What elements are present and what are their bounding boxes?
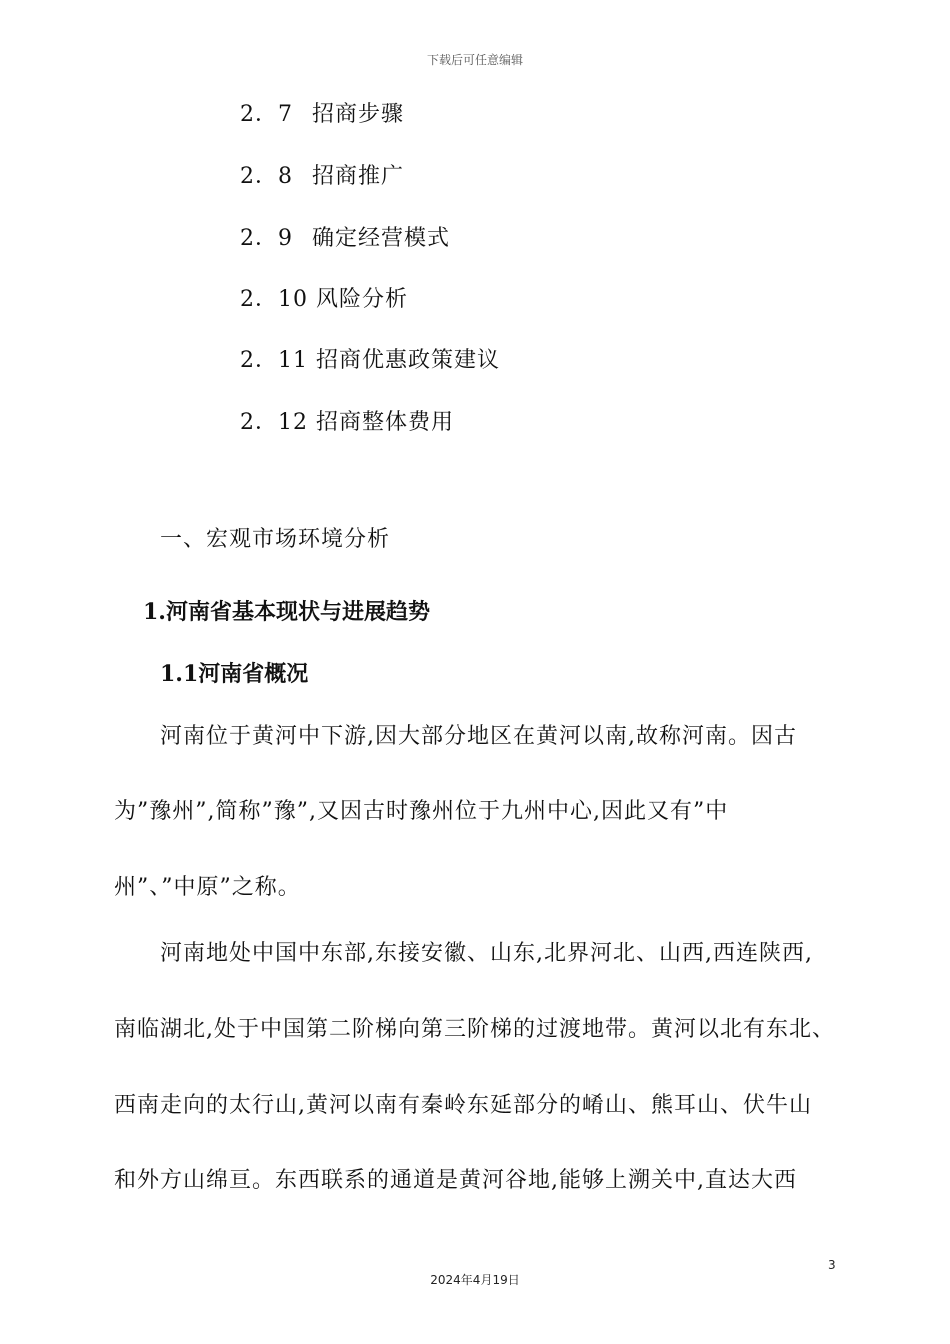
toc-item-number: 2．10 bbox=[240, 287, 308, 312]
toc-item bbox=[240, 162, 404, 192]
paragraph-line: 西南走向的太行山,黄河以南有秦岭东延部分的崤山、熊耳山、伏牛山 bbox=[114, 1093, 812, 1118]
paragraph-line: 河南位于黄河中下游,因大部分地区在黄河以南,故称河南。因古 bbox=[160, 724, 797, 749]
paragraph-line: 州”、”中原”之称。 bbox=[114, 875, 301, 900]
paragraph-line: 为”豫州”,简称”豫”,又因古时豫州位于九州中心,因此又有”中 bbox=[114, 799, 729, 824]
toc-item-number: 2．9 bbox=[240, 226, 293, 251]
toc-item bbox=[240, 408, 454, 438]
toc-item-label: 确定经营模式 bbox=[312, 226, 451, 251]
toc-item-label: 招商整体费用 bbox=[316, 410, 455, 435]
toc-item bbox=[240, 346, 500, 376]
page-footer-date: 2024年4月19日 bbox=[430, 1273, 520, 1287]
toc-item bbox=[240, 224, 450, 254]
toc-item bbox=[240, 285, 408, 315]
toc-item-label: 招商推广 bbox=[312, 164, 405, 189]
toc-item-label: 风险分析 bbox=[316, 287, 409, 312]
toc-item-label: 招商优惠政策建议 bbox=[316, 348, 501, 373]
paragraph-line: 南临湖北,处于中国第二阶梯向第三阶梯的过渡地带。黄河以北有东北、 bbox=[114, 1017, 835, 1042]
toc-item-label: 招商步骤 bbox=[312, 102, 405, 127]
toc-item bbox=[240, 100, 404, 130]
toc-item-number: 2．12 bbox=[240, 410, 308, 435]
heading-level-2: 1.1河南省概况 bbox=[160, 661, 309, 687]
paragraph-line: 河南地处中国中东部,东接安徽、山东,北界河北、山西,西连陕西, bbox=[160, 941, 813, 966]
paragraph-line: 和外方山绵亘。东西联系的通道是黄河谷地,能够上溯关中,直达大西 bbox=[114, 1168, 797, 1193]
page-number: 3 bbox=[828, 1258, 836, 1272]
toc-item-number: 2．8 bbox=[240, 164, 293, 189]
toc-item-number: 2．7 bbox=[240, 102, 293, 127]
section-title: 一、宏观市场环境分析 bbox=[160, 527, 391, 552]
page-header: 下载后可任意编辑 bbox=[426, 53, 523, 67]
toc-item-number: 2．11 bbox=[240, 348, 308, 373]
heading-level-1: 1.河南省基本现状与进展趋势 bbox=[143, 599, 430, 625]
